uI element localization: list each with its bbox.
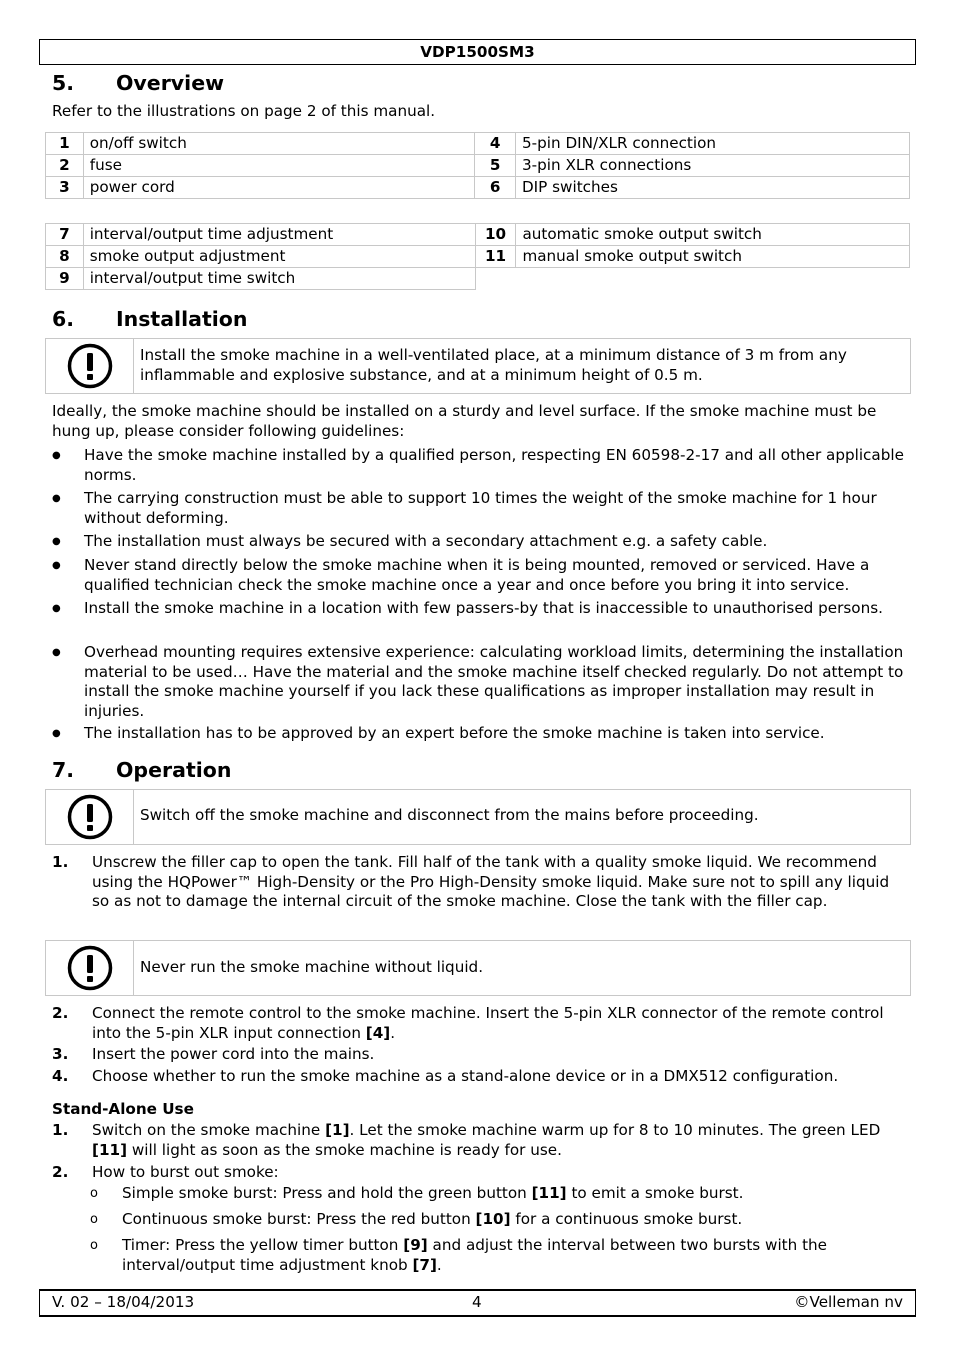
part-name: smoke output adjustment xyxy=(83,246,475,268)
part-name: 3-pin XLR connections xyxy=(515,155,909,177)
bullet-text: Never stand directly below the smoke machine when it is being mounted, removed or serviced. Have a qualified technician check the smoke machine once a year and once before you bring it into service. xyxy=(84,556,870,594)
step-number: 4. xyxy=(52,1067,69,1085)
part-number: 4 xyxy=(475,133,516,155)
sub-text-part: Timer: Press the yellow timer button xyxy=(122,1236,404,1254)
warning-icon-cell xyxy=(46,790,134,844)
copyright: ©Velleman nv xyxy=(794,1293,903,1311)
step-text-part: will light as soon as the smoke machine is ready for use. xyxy=(127,1140,562,1159)
warning-text: Switch off the smoke machine and disconnect from the mains before proceeding. xyxy=(140,806,759,824)
step-text-part: Connect the remote control to the smoke machine. Insert the 5-pin XLR connector of the remote control into the 5-pin XLR input connection xyxy=(92,1004,884,1042)
step-number: 2. xyxy=(52,1163,69,1181)
part-name: 5-pin DIN/XLR connection xyxy=(515,133,909,155)
parts-table-1 xyxy=(45,132,910,199)
part-name xyxy=(516,268,910,290)
component-reference: [7] xyxy=(412,1255,437,1274)
warning-box xyxy=(45,789,911,845)
parts-table-2 xyxy=(45,223,910,290)
bullet-dot: ● xyxy=(52,450,61,461)
bullet-dot: ● xyxy=(52,647,61,658)
step-number: 2. xyxy=(52,1004,69,1022)
parts-row xyxy=(46,155,910,177)
sub-item-text xyxy=(122,1210,892,1230)
part-number: 9 xyxy=(46,268,84,290)
step-number: 1. xyxy=(52,853,69,871)
bullet-text: Install the smoke machine in a location with few passers-by that is inaccessible to unauthorised persons. xyxy=(84,599,883,617)
warning-icon-cell xyxy=(46,941,134,995)
bullet-text: Overhead mounting requires extensive experience: calculating workload limits, determining the installation material to be used… Have the material and the smoke machine itself checked regularly. Do not attempt to install the smoke machine yourself if you lack these qualifications as improper installation may result in injuries. xyxy=(84,643,904,720)
exclamation-warning-icon xyxy=(67,794,113,840)
bullet-dot: ● xyxy=(52,560,61,571)
parts-row xyxy=(46,133,910,155)
section-title: Installation xyxy=(116,307,248,331)
part-number: 8 xyxy=(46,246,84,268)
section-heading-overview xyxy=(52,71,224,95)
part-name: fuse xyxy=(83,155,475,177)
bullet-text: Have the smoke machine installed by a qualified person, respecting EN 60598-2-17 and all other applicable norms. xyxy=(84,446,904,484)
component-reference: [4] xyxy=(365,1023,391,1042)
model-name: VDP1500SM3 xyxy=(420,43,535,61)
component-reference: [11] xyxy=(531,1184,567,1202)
part-number: 3 xyxy=(46,177,84,199)
part-number xyxy=(475,268,516,290)
section-number: 6. xyxy=(52,307,75,331)
warning-box xyxy=(45,338,911,394)
component-reference: [1] xyxy=(325,1121,350,1139)
part-number: 1 xyxy=(46,133,84,155)
step-text-part: Switch on the smoke machine xyxy=(92,1121,326,1139)
part-number: 2 xyxy=(46,155,84,177)
step-text xyxy=(92,1121,908,1160)
document-footer xyxy=(39,1289,916,1317)
sub-text-part: to emit a smoke burst. xyxy=(566,1184,744,1202)
bullet-text: The installation has to be approved by an expert before the smoke machine is taken into service. xyxy=(84,724,825,742)
part-name: interval/output time switch xyxy=(83,268,475,290)
step-text xyxy=(92,1004,908,1043)
sub-text-part: and adjust the interval between two bursts with the interval/output time adjustment knob xyxy=(122,1236,828,1274)
step-text: Choose whether to run the smoke machine as a stand-alone device or in a DMX512 configuration. xyxy=(92,1067,839,1085)
part-number: 10 xyxy=(475,224,516,246)
section-heading-operation xyxy=(52,758,231,782)
step-text-part: . Let the smoke machine warm up for 8 to 10 minutes. The green LED xyxy=(349,1121,881,1139)
bullet-dot: ● xyxy=(52,728,61,739)
parts-row xyxy=(46,177,910,199)
bullet-dot: ● xyxy=(52,603,61,614)
installation-intro: Ideally, the smoke machine should be installed on a sturdy and level surface. If the smoke machine must be hung up, please consider following guidelines: xyxy=(52,402,877,440)
section-number: 7. xyxy=(52,758,75,782)
bullet-text: The carrying construction must be able to support 10 times the weight of the smoke machine for 1 hour without deforming. xyxy=(84,489,877,527)
page-number: 4 xyxy=(472,1293,482,1311)
sub-item-text xyxy=(122,1184,892,1204)
sub-text-part: Simple smoke burst: Press and hold the green button xyxy=(122,1184,532,1202)
warning-text: Never run the smoke machine without liquid. xyxy=(140,958,484,976)
part-number: 5 xyxy=(475,155,516,177)
part-number: 6 xyxy=(475,177,516,199)
part-name: power cord xyxy=(83,177,475,199)
warning-text: Install the smoke machine in a well-ventilated place, at a minimum distance of 3 m from any inflammable and explosive substance, and at a minimum height of 0.5 m. xyxy=(140,346,847,384)
step-text: How to burst out smoke: xyxy=(92,1163,279,1181)
step-text: Unscrew the filler cap to open the tank. Fill half of the tank with a quality smoke liquid. We recommend using the HQPower™ High-Density or the Pro High-Density smoke liquid. Make sure not to spill any liquid so as not to damage the internal circuit of the smoke machine. Close the tank with the filler cap. xyxy=(92,853,890,910)
sub-text-part: for a continuous smoke burst. xyxy=(510,1210,743,1228)
warning-box xyxy=(45,940,911,996)
circle-bullet: o xyxy=(90,1186,98,1201)
exclamation-warning-icon xyxy=(67,945,113,991)
section-heading-installation xyxy=(52,307,247,331)
section-number: 5. xyxy=(52,71,75,95)
part-number: 7 xyxy=(46,224,84,246)
step-text: Insert the power cord into the mains. xyxy=(92,1045,375,1063)
document-header xyxy=(39,39,916,65)
bullet-text: The installation must always be secured with a secondary attachment e.g. a safety cable. xyxy=(84,532,768,550)
bullet-dot: ● xyxy=(52,536,61,547)
sub-text-part: . xyxy=(436,1255,442,1274)
sub-item-text xyxy=(122,1236,892,1275)
part-name: interval/output time adjustment xyxy=(83,224,475,246)
component-reference: [11] xyxy=(92,1140,128,1159)
parts-row xyxy=(46,268,910,290)
component-reference: [9] xyxy=(403,1236,428,1254)
exclamation-warning-icon xyxy=(67,343,113,389)
circle-bullet: o xyxy=(90,1238,98,1253)
part-name: automatic smoke output switch xyxy=(516,224,910,246)
part-name: on/off switch xyxy=(83,133,475,155)
overview-intro: Refer to the illustrations on page 2 of this manual. xyxy=(52,102,436,120)
component-reference: [10] xyxy=(475,1210,511,1228)
step-text-part: . xyxy=(390,1023,396,1042)
parts-row xyxy=(46,224,910,246)
section-title: Overview xyxy=(116,71,225,95)
section-title: Operation xyxy=(116,758,232,782)
subsection-heading: Stand-Alone Use xyxy=(52,1100,194,1118)
parts-row xyxy=(46,246,910,268)
sub-text-part: Continuous smoke burst: Press the red button xyxy=(122,1210,476,1228)
warning-icon-cell xyxy=(46,339,134,393)
bullet-dot: ● xyxy=(52,493,61,504)
version-date: V. 02 – 18/04/2013 xyxy=(52,1293,195,1311)
circle-bullet: o xyxy=(90,1212,98,1227)
part-name: DIP switches xyxy=(515,177,909,199)
step-number: 1. xyxy=(52,1121,69,1139)
step-number: 3. xyxy=(52,1045,69,1063)
part-name: manual smoke output switch xyxy=(516,246,910,268)
part-number: 11 xyxy=(475,246,516,268)
